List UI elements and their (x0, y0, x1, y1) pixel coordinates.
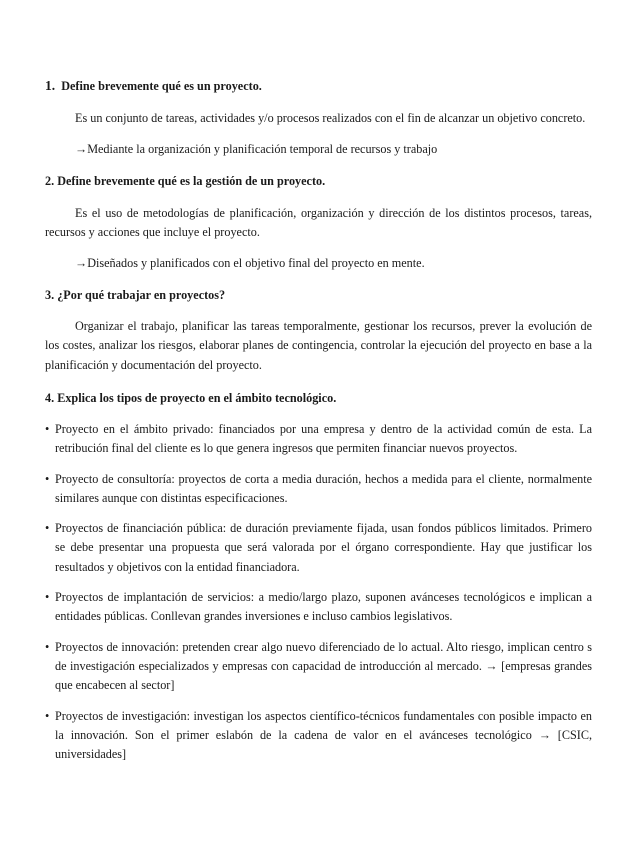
list-item-text: Proyecto de consultoría: proyectos de corta a media duración, hechos a medida para el cliente, normalmente similares aunque con distintas especificaciones. (55, 471, 592, 505)
bullet-icon: • (45, 471, 50, 486)
bullet-icon: • (45, 590, 50, 605)
question-number: 3. (45, 287, 55, 302)
list-item (45, 638, 592, 696)
answer-2-paragraph: Es el uso de metodologías de planificación, organización y dirección de los distintos procesos, tareas, recursos y acciones que incluye el proyecto. (45, 205, 592, 239)
answer-1-paragraph: Es un conjunto de tareas, actividades y/o procesos realizados con el fin de alcanzar un objetivo concreto. (75, 111, 586, 125)
answer-1-note: →Mediante la organización y planificación temporal de recursos y trabajo (75, 141, 438, 156)
bullet-icon: • (45, 639, 50, 654)
list-item (45, 707, 592, 765)
question-text: ¿Por qué trabajar en proyectos? (57, 287, 226, 302)
list-item (45, 420, 592, 459)
question-text: Explica los tipos de proyecto en el ámbito tecnológico. (57, 391, 337, 405)
question-3-heading (45, 287, 592, 303)
list-item-text: Proyectos de financiación pública: de duración previamente fijada, usan fondos públicos limitados. Primero se debe presentar una propuesta que será valorada por el órgano correspondiente. Hay que justificar los resultados y objetivos con la entidad financiadora. (55, 521, 592, 574)
question-number: 1. (45, 78, 56, 93)
list-item (45, 588, 592, 627)
list-item-text: Proyectos de implantación de servicios: a medio/largo plazo, suponen avánceses tecnológicos e implican a entidades públicas. Conllevan grandes inversiones e incluso cambios legislativos. (55, 590, 592, 624)
list-item-text: Proyectos de investigación: investigan los aspectos científico-técnicos fundamentales con posible impacto en la innovación. Son el primer eslabón de la cadena de valor en el avánceses tecnológico → [CSIC, universidades] (55, 708, 592, 762)
question-number: 4. (45, 391, 55, 405)
bullet-icon: • (45, 422, 50, 436)
list-item-text: Proyecto en el ámbito privado: financiados por una empresa y dentro de la actividad común de esta. La retribución final del cliente es lo que genera ingresos que permiten financiar nuevos proyectos. (55, 422, 592, 456)
bullet-icon: • (45, 708, 50, 723)
question-4-heading (45, 390, 592, 406)
question-text: Define brevemente qué es un proyecto. (61, 79, 262, 93)
question-text: Define brevemente qué es la gestión de un proyecto. (57, 173, 326, 188)
question-number: 2. (45, 173, 55, 188)
question-2-heading (45, 173, 592, 189)
answer-3-paragraph: Organizar el trabajo, planificar las tareas temporalmente, gestionar los recursos, prever la evolución de los costes, analizar los riesgos, elaborar planes de contingencia, controlar la ejecución del proyecto en base a la planificación y documentación del proyecto. (45, 318, 592, 372)
answer-2-note: →Diseñados y planificados con el objetivo final del proyecto en mente. (75, 255, 425, 270)
question-1-heading (45, 78, 592, 94)
list-item (45, 519, 592, 577)
document-page (45, 78, 592, 764)
list-item-text: Proyectos de innovación: pretenden crear algo nuevo diferenciado de lo actual. Alto riesgo, implican centro s de investigación especializados y empresas con capacidad de introducción al mercado. → [empresas grandes que encabecen al sector] (55, 639, 592, 693)
bullet-icon: • (45, 521, 50, 536)
list-item (45, 470, 592, 509)
project-types-list (45, 420, 592, 764)
